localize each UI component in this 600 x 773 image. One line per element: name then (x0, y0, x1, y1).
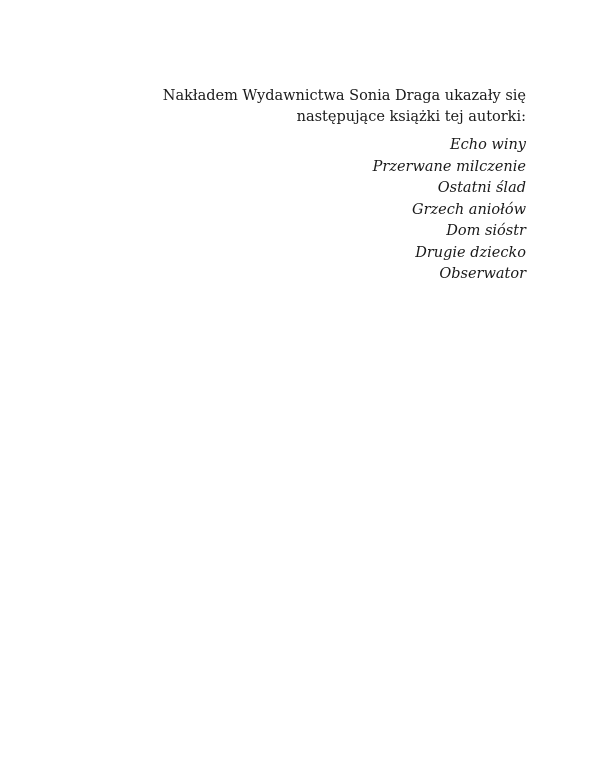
book-title: Grzech aniołów (412, 201, 526, 218)
intro-text: Nakładem Wydawnictwa Sonia Draga ukazały się następujące książki tej autorki: (162, 88, 526, 125)
book-title: Przerwane milczenie (372, 158, 526, 175)
book-title: Dom sióstr (446, 223, 526, 239)
book-title: Ostatni ślad (437, 180, 526, 196)
book-list-section (80, 86, 526, 286)
book-title: Obserwator (439, 266, 526, 282)
book-title: Echo winy (450, 137, 526, 153)
book-title: Drugie dziecko (415, 244, 526, 261)
book-list (80, 135, 526, 286)
